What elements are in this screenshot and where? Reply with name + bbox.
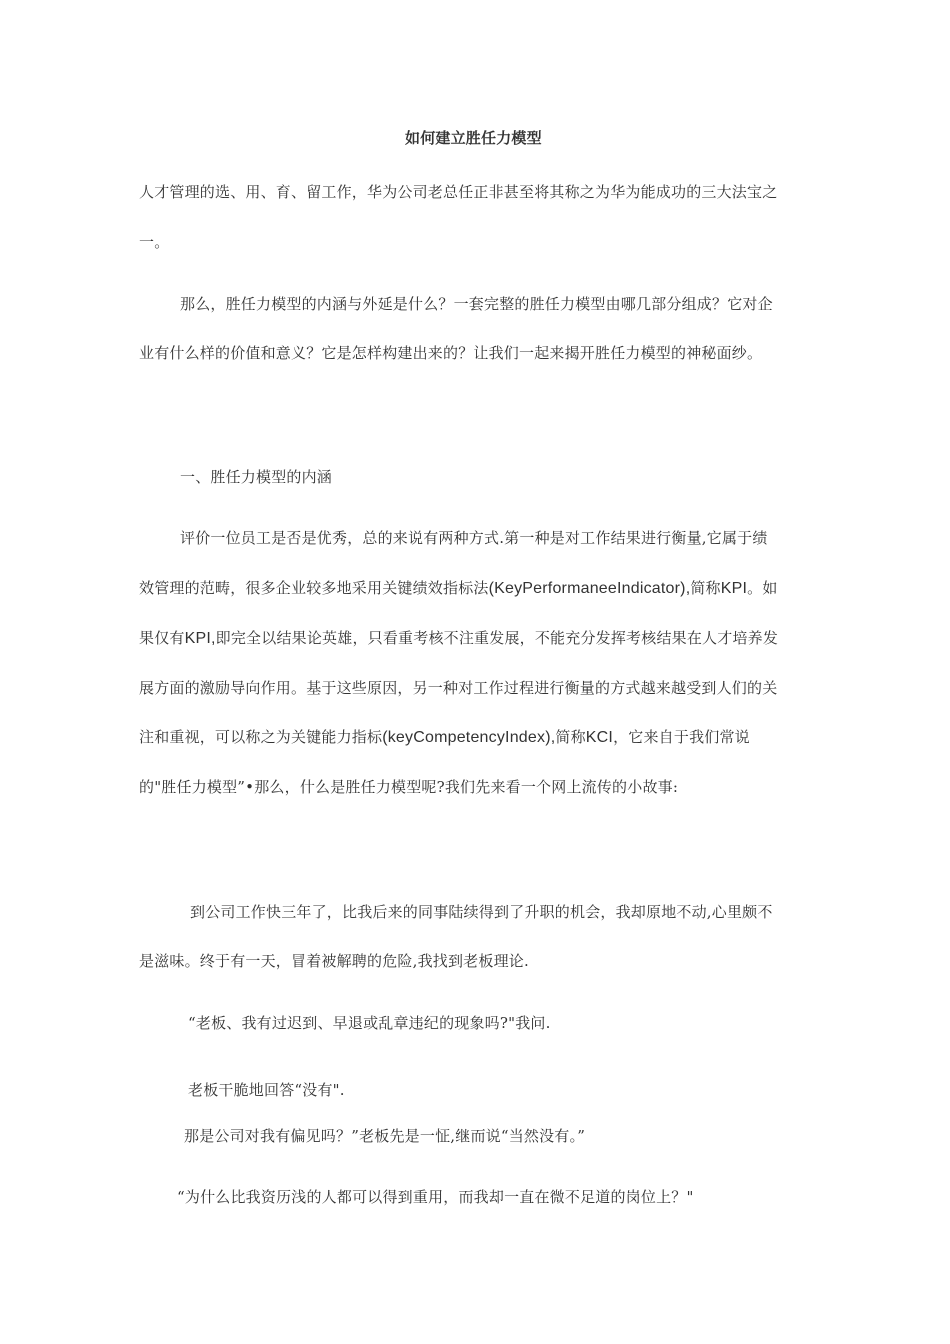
intro-line-2: 一。 [139,233,170,251]
text-segment: 果仅有 [139,629,185,647]
section-body-line-5 [139,727,750,748]
story-line-5: 那是公司对我有偏见吗？”老板先是一怔,继而说“当然没有。” [184,1127,586,1145]
questions-line-1: 那么，胜任力模型的内涵与外延是什么？一套完整的胜任力模型由哪几部分组成？它对企 [180,295,773,313]
kpi-abbr: KPI, [184,630,216,647]
section-body-line-6: 的"胜任力模型”•那么，什么是胜任力模型呢?我们先来看一个网上流传的小故事: [139,778,679,796]
section-body-line-3 [139,628,778,649]
text-segment: 。如 [747,579,778,597]
section-heading: 一、胜任力模型的内涵 [180,468,333,486]
text-segment: 效管理的范畴，很多企业较多地采用关键绩效指标法 [139,579,489,597]
section-body-line-2 [139,578,778,599]
text-segment: 注和重视，可以称之为关键能力指标 [139,728,383,746]
kci-fullname: (keyCompetencyIndex), [382,729,556,746]
text-segment: 简称 [555,728,586,746]
story-line-4: 老板干脆地回答“没有". [188,1081,345,1099]
kci-abbr: KCI [585,729,614,746]
story-line-3: “老板、我有过迟到、早退或乱章违纪的现象吗?"我问. [188,1014,551,1032]
text-segment: 简称 [690,579,721,597]
questions-line-2: 业有什么样的价值和意义？它是怎样构建出来的？让我们一起来揭开胜任力模型的神秘面纱。 [139,344,763,362]
section-body-line-4: 展方面的激励导向作用。基于这些原因，另一种对工作过程进行衡量的方式越来越受到人们的关 [139,679,778,697]
kpi-fullname: (KeyPerformaneeIndicator), [488,580,691,597]
story-line-1: 到公司工作快三年了，比我后来的同事陆续得到了升职的机会，我却原地不动,心里颇不 [190,903,773,921]
intro-line-1: 人才管理的选、用、育、留工作，华为公司老总任正非甚至将其称之为华为能成功的三大法宝之 [139,183,778,201]
kpi-abbr: KPI [720,580,748,597]
text-segment: ，它来自于我们常说 [613,728,750,746]
story-line-2: 是滋味。终于有一天，冒着被解聘的危险,我找到老板理论. [139,952,529,970]
document-title: 如何建立胜任力模型 [405,129,542,147]
text-segment: 即完全以结果论英雄，只看重考核不注重发展，不能充分发挥考核结果在人才培养发 [215,629,779,647]
section-body-line-1: 评价一位员工是否是优秀，总的来说有两种方式.第一种是对工作结果进行衡量,它属于绩 [180,529,768,547]
story-line-6: “为什么比我资历浅的人都可以得到重用，而我却一直在微不足道的岗位上？" [177,1188,694,1206]
